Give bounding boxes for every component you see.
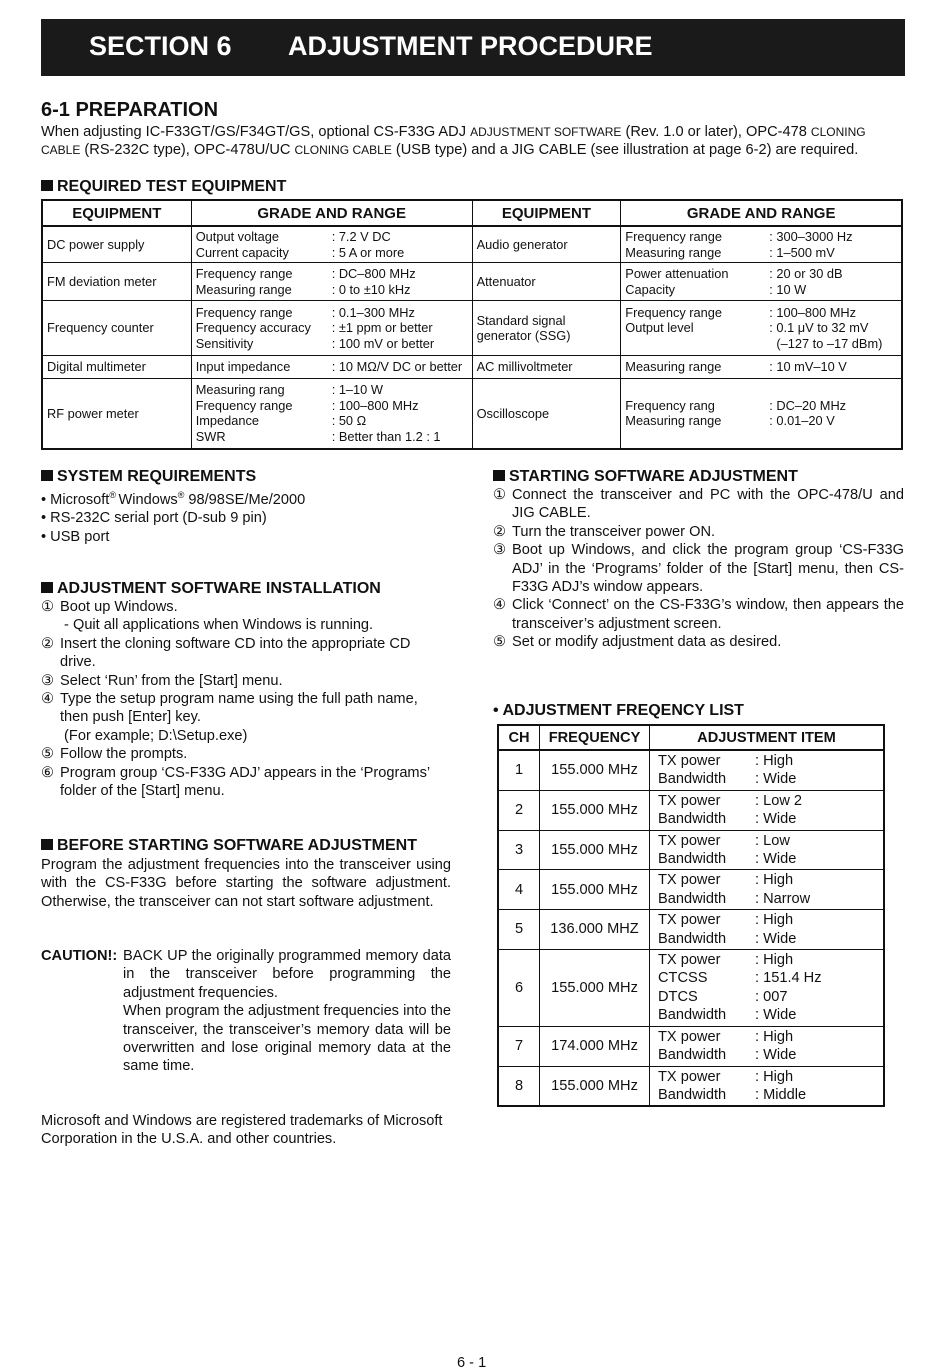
start-step <box>493 486 904 523</box>
caution-label: CAUTION!: <box>41 948 118 964</box>
adjustment-item-cell <box>650 950 885 1027</box>
step-line: folder of the [Start] menu. <box>60 783 225 800</box>
step-text: Set or modify adjustment data as desired. <box>512 634 782 651</box>
table-row <box>498 1066 884 1106</box>
install-step <box>41 745 461 763</box>
item-value: : High <box>755 912 794 929</box>
frequency-cell: 136.000 MHZ <box>540 910 650 950</box>
table-row <box>42 226 902 263</box>
spec-label: Input impedance <box>195 359 291 375</box>
item-line <box>658 1068 883 1086</box>
prep-text-part: (Rev. 1.0 or later), OPC-478 <box>621 124 811 140</box>
col-header: EQUIPMENT <box>472 200 621 226</box>
item-line <box>658 951 883 969</box>
col-header: EQUIPMENT <box>42 200 191 226</box>
step-number: ⑤ <box>41 746 55 763</box>
item-line <box>658 871 883 889</box>
spec-label: Impedance <box>195 413 260 429</box>
spec-value: : 5 A or more <box>331 244 405 260</box>
section-banner <box>41 19 905 76</box>
item-value: : High <box>755 1068 794 1085</box>
spec-value: : 100 mV or better <box>331 335 435 351</box>
step-line: (For example; D:\Setup.exe) <box>60 727 248 744</box>
col-header: GRADE AND RANGE <box>621 200 902 226</box>
spec-line <box>196 359 468 375</box>
item-label: TX power <box>658 832 721 849</box>
spec-value: : 1–500 mV <box>769 244 835 260</box>
item-line <box>658 810 883 828</box>
caution-text: When program the adjustment frequencies into the transceiver, the transceiver’s memory data will be overwritten and lose original memory data at the same time. <box>123 1003 451 1075</box>
spec-line <box>196 266 468 282</box>
table-row <box>42 379 902 449</box>
spec-line <box>625 305 897 321</box>
item-value: : Wide <box>755 1007 797 1024</box>
spec-line <box>196 282 468 298</box>
equipment-name: AC millivoltmeter <box>472 356 621 379</box>
spec-line <box>196 429 468 445</box>
square-bullet-icon <box>493 470 505 481</box>
frequency-cell: 155.000 MHz <box>540 950 650 1027</box>
spec-value: : 0.01–20 V <box>769 413 835 429</box>
starting-steps <box>493 486 904 652</box>
item-value: : 151.4 Hz <box>755 970 822 987</box>
step-body <box>60 672 283 690</box>
spec-value: : DC–20 MHz <box>769 397 847 413</box>
step-text: Turn the transceiver power ON. <box>512 523 716 540</box>
square-bullet-icon <box>41 839 53 850</box>
spec-label: Frequency range <box>195 397 293 413</box>
prep-text-part: (USB type) and a JIG CABLE (see illustration at page 6-2) are required. <box>391 142 859 159</box>
frequency-cell: 155.000 MHz <box>540 1066 650 1106</box>
test-equipment-heading <box>41 178 286 196</box>
equipment-name: FM deviation meter <box>42 263 191 301</box>
table-row <box>498 750 884 790</box>
item-value: : High <box>755 952 794 969</box>
spec-line <box>196 413 468 429</box>
install-step <box>41 672 461 690</box>
spec-label: Frequency range <box>195 266 293 282</box>
starting-adjustment-heading <box>493 468 798 486</box>
item-value: : Narrow <box>755 890 811 907</box>
step-number: ⑥ <box>41 764 55 781</box>
frequency-cell: 155.000 MHz <box>540 750 650 790</box>
prep-smallcaps: ADJUSTMENT SOFTWARE <box>470 125 622 139</box>
item-line <box>658 850 883 868</box>
item-label: TX power <box>658 792 721 809</box>
spec-line <box>625 245 897 261</box>
item-label: Bandwidth <box>658 930 727 947</box>
step-number: ③ <box>493 542 507 559</box>
item-line <box>658 890 883 908</box>
item-value: : 007 <box>755 988 788 1005</box>
grade-range-cell <box>191 263 472 301</box>
spec-line <box>625 336 897 352</box>
table-row <box>42 263 902 301</box>
item-value: : High <box>755 753 794 769</box>
item-label: TX power <box>658 952 721 969</box>
col-header: CH <box>498 725 540 750</box>
table-row <box>498 830 884 870</box>
item-value: : Wide <box>755 771 797 788</box>
item-value: : High <box>755 872 794 889</box>
spec-line <box>625 398 897 414</box>
preparation-heading: 6-1 PREPARATION <box>41 99 219 121</box>
step-number: ① <box>493 487 507 503</box>
start-step <box>493 523 904 541</box>
spec-label: Frequency accuracy <box>195 320 311 336</box>
item-value: : Wide <box>755 930 797 947</box>
grade-range-cell <box>621 379 902 449</box>
heading-text: ADJUSTMENT SOFTWARE INSTALLATION <box>57 580 381 597</box>
trademark-note: Microsoft and Windows are registered trademarks of Microsoft Corporation in the U.S.A. and other countries. <box>41 1113 443 1148</box>
item-line <box>658 752 883 770</box>
spec-line <box>625 320 897 336</box>
frequency-cell: 155.000 MHz <box>540 870 650 910</box>
step-number: ① <box>41 599 55 615</box>
before-starting-heading <box>41 837 417 855</box>
step-line: drive. <box>60 654 96 671</box>
spec-value: : 10 mV–10 V <box>769 359 847 375</box>
step-number: ④ <box>41 691 55 708</box>
install-step <box>41 764 461 801</box>
col-header: FREQUENCY <box>540 725 650 750</box>
spec-value: : 1–10 W <box>331 382 383 398</box>
step-line: Insert the cloning software CD into the appropriate CD <box>60 635 411 652</box>
item-label: TX power <box>658 1068 721 1085</box>
item-label: Bandwidth <box>658 851 727 868</box>
table-row <box>498 950 884 1027</box>
item-line <box>658 988 883 1006</box>
item-line <box>658 1006 883 1024</box>
item-label: Bandwidth <box>658 1007 727 1024</box>
grade-range-cell <box>191 301 472 356</box>
item-line <box>658 930 883 948</box>
step-body <box>60 690 418 745</box>
grade-range-cell <box>191 226 472 263</box>
spec-line <box>196 336 468 352</box>
item-value: : High <box>755 1028 794 1045</box>
step-text: Boot up Windows, and click the program group ‘CS-F33G ADJ’ in the ‘Programs’ folder of the [Start] menu, then CS-F33G ADJ’s window appears. <box>512 542 904 596</box>
grade-range-cell <box>621 226 902 263</box>
step-text: Connect the transceiver and PC with the OPC-478/U and JIG CABLE. <box>512 487 904 522</box>
item-label: CTCSS <box>658 970 708 987</box>
step-line: - Quit all applications when Windows is running. <box>60 617 374 634</box>
installation-heading <box>41 580 381 598</box>
equipment-name: DC power supply <box>42 226 191 263</box>
equipment-name: Frequency counter <box>42 301 191 356</box>
spec-value: : 100–800 MHz <box>769 304 857 320</box>
spec-line <box>196 382 468 398</box>
channel-cell: 5 <box>498 910 540 950</box>
heading-text: BEFORE STARTING SOFTWARE ADJUSTMENT <box>57 837 417 854</box>
item-label: Bandwidth <box>658 890 727 907</box>
spec-label: Measuring range <box>195 281 292 297</box>
step-body <box>60 745 187 763</box>
equipment-name: Digital multimeter <box>42 356 191 379</box>
prep-smallcaps: CABLE <box>41 143 81 158</box>
prep-smallcaps: CLONING CABLE <box>294 143 392 158</box>
adjustment-item-cell <box>650 870 885 910</box>
prep-text-part: When adjusting IC-F33GT/GS/F34GT/GS, optional CS-F33G ADJ <box>41 124 471 140</box>
step-line: Boot up Windows. <box>60 599 178 615</box>
item-value: : Middle <box>755 1086 807 1103</box>
spec-label: Frequency range <box>625 304 723 320</box>
square-bullet-icon <box>41 180 53 191</box>
item-value: : Low <box>755 832 790 849</box>
item-line <box>658 1028 883 1046</box>
heading-text: REQUIRED TEST EQUIPMENT <box>57 178 287 195</box>
freq-list-table <box>497 724 885 1107</box>
step-number: ③ <box>41 672 55 689</box>
table-row <box>498 870 884 910</box>
spec-label: Output level <box>625 320 694 336</box>
step-body <box>60 764 430 801</box>
item-value: : Wide <box>755 811 797 828</box>
grade-range-cell <box>621 356 902 379</box>
spec-line <box>196 229 468 245</box>
section-title: ADJUSTMENT PROCEDURE <box>288 31 653 61</box>
section-number: SECTION 6 <box>89 31 232 61</box>
step-text: Click ‘Connect’ on the CS-F33G’s window, then appears the transceiver’s adjustment screen. <box>512 597 904 632</box>
install-step <box>41 690 461 745</box>
col-header: ADJUSTMENT ITEM <box>650 725 885 750</box>
item-value: : Wide <box>755 1047 797 1064</box>
spec-value: (–127 to –17 dBm) <box>769 335 883 351</box>
list-item: • RS-232C serial port (D-sub 9 pin) <box>41 510 267 527</box>
spec-line <box>196 398 468 414</box>
table-row <box>498 790 884 830</box>
system-requirements-heading <box>41 468 256 486</box>
spec-line <box>196 320 468 336</box>
install-step <box>41 635 461 672</box>
adjustment-item-cell <box>650 790 885 830</box>
list-item <box>41 486 461 509</box>
item-line <box>658 832 883 850</box>
freq-list-heading: • ADJUSTMENT FREQENCY LIST <box>493 702 744 719</box>
list-item: • USB port <box>41 528 110 545</box>
item-text: Windows <box>118 491 178 508</box>
install-step <box>41 598 461 635</box>
spec-value: : 7.2 V DC <box>331 229 391 244</box>
start-step <box>493 633 904 651</box>
spec-line <box>625 282 897 298</box>
registered-mark: ® <box>109 490 119 500</box>
item-line <box>658 969 883 987</box>
spec-value: : DC–800 MHz <box>331 266 416 282</box>
grade-range-cell <box>621 263 902 301</box>
spec-value: : 20 or 30 dB <box>769 266 843 282</box>
heading-text: SYSTEM REQUIREMENTS <box>57 468 257 485</box>
equipment-name: Audio generator <box>472 226 621 263</box>
spec-value: : 0.1–300 MHz <box>331 304 415 320</box>
table-row <box>498 910 884 950</box>
step-line: Type the setup program name using the full path name, <box>60 691 418 708</box>
step-line: Follow the prompts. <box>60 746 188 763</box>
adjustment-item-cell <box>650 830 885 870</box>
prep-smallcaps: CLONING <box>810 125 866 139</box>
square-bullet-icon <box>41 582 53 593</box>
grade-range-cell <box>191 379 472 449</box>
equipment-name: Oscilloscope <box>472 379 621 449</box>
spec-label: Measuring range <box>625 359 722 375</box>
table-row <box>498 1026 884 1066</box>
spec-line <box>196 305 468 321</box>
step-number: ② <box>41 635 55 652</box>
caution-text: BACK UP the originally programmed memory data in the transceiver before programming the adjustment frequencies. <box>123 948 451 1001</box>
spec-label: Output voltage <box>195 229 279 244</box>
item-label: Bandwidth <box>658 1086 727 1103</box>
item-label: DTCS <box>658 988 698 1005</box>
spec-line <box>625 266 897 282</box>
spec-label: Frequency range <box>625 229 723 244</box>
preparation-text <box>41 123 911 160</box>
channel-cell: 1 <box>498 750 540 790</box>
item-label: Bandwidth <box>658 771 727 788</box>
spec-value: : ±1 ppm or better <box>331 320 433 336</box>
start-step <box>493 596 904 633</box>
installation-steps <box>41 598 461 800</box>
system-requirements-list <box>41 486 461 546</box>
item-value: : Wide <box>755 851 797 868</box>
spec-label: Measuring range <box>625 413 722 429</box>
item-line <box>658 770 883 788</box>
channel-cell: 8 <box>498 1066 540 1106</box>
step-body <box>60 635 410 672</box>
equipment-name: RF power meter <box>42 379 191 449</box>
page-number: 6 - 1 <box>457 1355 487 1371</box>
item-label: TX power <box>658 1028 721 1045</box>
item-text: • Microsoft <box>41 491 110 508</box>
table-row <box>42 356 902 379</box>
test-equipment-table <box>41 199 903 450</box>
spec-line <box>625 413 897 429</box>
item-line <box>658 1086 883 1104</box>
equipment-name: Standard signal generator (SSG) <box>472 301 621 356</box>
caution-block <box>41 947 451 1076</box>
spec-label: SWR <box>195 429 226 445</box>
spec-label: Sensitivity <box>195 335 254 351</box>
adjustment-item-cell <box>650 750 885 790</box>
spec-label: Frequency rang <box>625 397 715 413</box>
spec-value: : 0.1 μV to 32 mV <box>769 320 869 336</box>
equipment-name: Attenuator <box>472 263 621 301</box>
step-number: ⑤ <box>493 634 507 651</box>
spec-label: Measuring range <box>625 244 722 260</box>
frequency-cell: 155.000 MHz <box>540 830 650 870</box>
adjustment-item-cell <box>650 910 885 950</box>
item-text: 98/98SE/Me/2000 <box>184 491 306 508</box>
item-line <box>658 911 883 929</box>
item-line <box>658 1046 883 1064</box>
step-line: Program group ‘CS-F33G ADJ’ appears in the ‘Programs’ <box>60 764 431 781</box>
item-value: : Low 2 <box>755 792 803 809</box>
spec-value: : 10 MΩ/V DC or better <box>331 359 463 375</box>
square-bullet-icon <box>41 470 53 481</box>
adjustment-item-cell <box>650 1066 885 1106</box>
channel-cell: 2 <box>498 790 540 830</box>
spec-label: Frequency range <box>195 304 293 320</box>
spec-line <box>625 229 897 245</box>
item-label: TX power <box>658 912 721 929</box>
prep-text-part: (RS-232C type), OPC-478U/UC <box>80 142 295 159</box>
heading-text: STARTING SOFTWARE ADJUSTMENT <box>509 468 798 485</box>
before-starting-text: Program the adjustment frequencies into the transceiver using with the CS-F33G before starting the software adjustment. Otherwise, the transceiver can not start software adjustment. <box>41 857 451 910</box>
spec-label: Capacity <box>625 281 676 297</box>
spec-value: : 10 W <box>769 281 807 297</box>
grade-range-cell <box>191 356 472 379</box>
spec-line <box>196 245 468 261</box>
registered-mark: ® <box>177 490 185 500</box>
step-line: then push [Enter] key. <box>60 709 201 726</box>
channel-cell: 6 <box>498 950 540 1027</box>
grade-range-cell <box>621 301 902 356</box>
spec-value: : 0 to ±10 kHz <box>331 281 411 297</box>
channel-cell: 4 <box>498 870 540 910</box>
spec-label <box>625 336 769 352</box>
adjustment-item-cell <box>650 1026 885 1066</box>
step-body <box>60 598 373 635</box>
spec-value: : 300–3000 Hz <box>769 229 853 244</box>
spec-line <box>625 359 897 375</box>
channel-cell: 3 <box>498 830 540 870</box>
item-label: TX power <box>658 872 721 889</box>
caution-body <box>123 947 451 1076</box>
frequency-cell: 174.000 MHz <box>540 1026 650 1066</box>
frequency-cell: 155.000 MHz <box>540 790 650 830</box>
item-line <box>658 792 883 810</box>
spec-value: : Better than 1.2 : 1 <box>331 429 441 445</box>
spec-label: Power attenuation <box>625 266 729 282</box>
spec-label: Measuring rang <box>195 382 285 398</box>
spec-label: Current capacity <box>195 244 289 260</box>
col-header: GRADE AND RANGE <box>191 200 472 226</box>
step-number: ② <box>493 523 507 540</box>
step-number: ④ <box>493 597 507 614</box>
start-step <box>493 541 904 596</box>
step-line: Select ‘Run’ from the [Start] menu. <box>60 672 283 689</box>
spec-value: : 50 Ω <box>331 413 367 429</box>
spec-value: : 100–800 MHz <box>331 397 419 413</box>
item-label: Bandwidth <box>658 811 727 828</box>
item-label: TX power <box>658 753 721 769</box>
channel-cell: 7 <box>498 1026 540 1066</box>
table-row <box>42 301 902 356</box>
item-label: Bandwidth <box>658 1047 727 1064</box>
